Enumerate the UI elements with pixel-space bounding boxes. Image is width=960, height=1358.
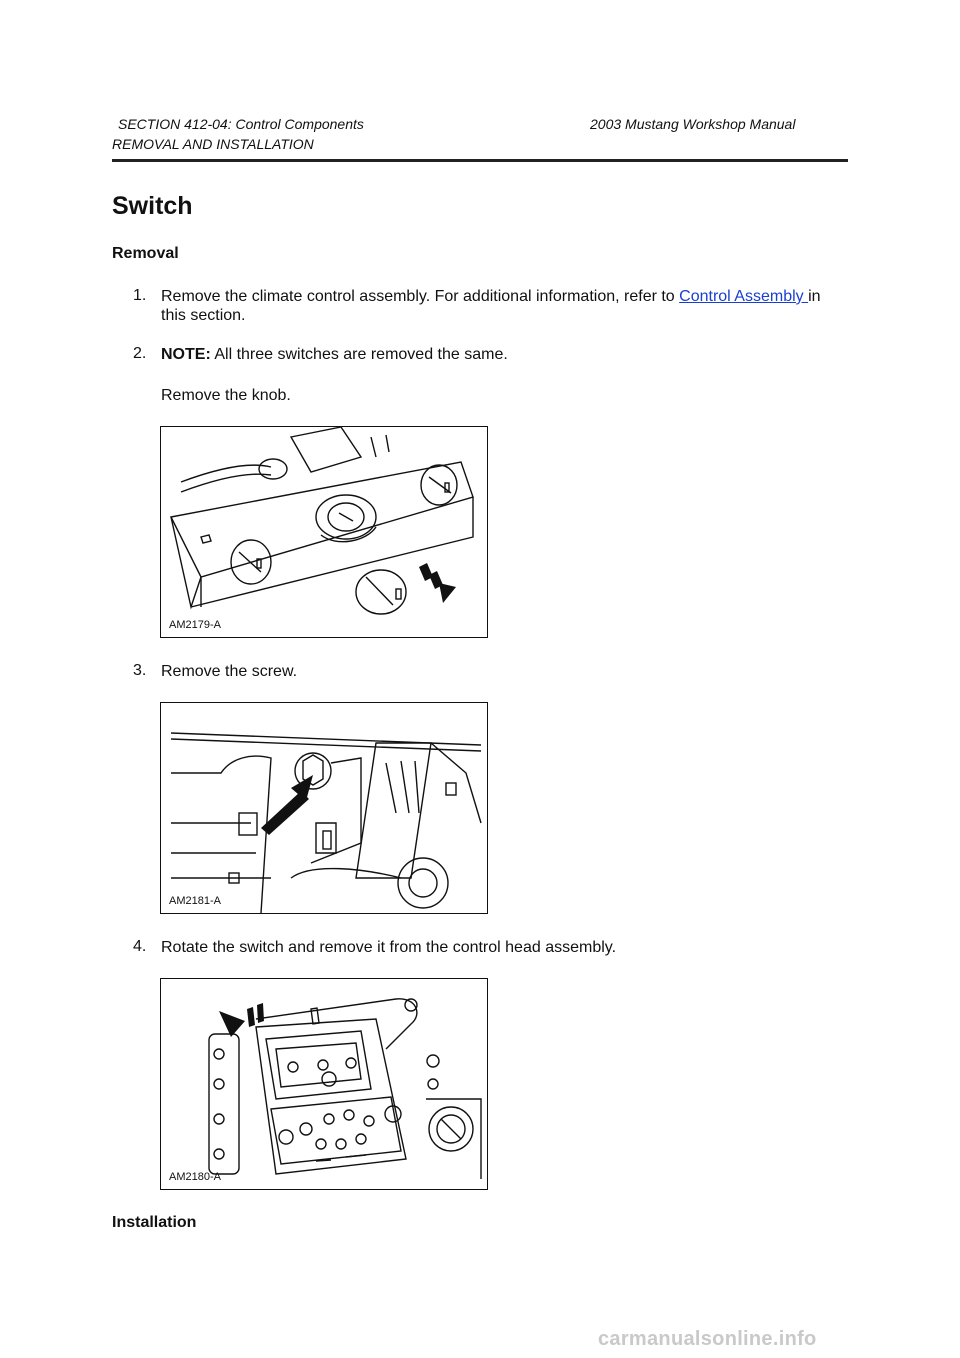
step-1-number: 1.: [133, 287, 147, 304]
screw-illustration: [161, 703, 487, 913]
step-1-text: [161, 287, 841, 325]
header-divider: [112, 159, 848, 162]
step-1-text-after: in this section.: [161, 288, 821, 324]
installation-heading: Installation: [112, 1214, 197, 1231]
figure-3-label: AM2180-A: [169, 1171, 221, 1183]
section-title: SECTION 412-04: Control Components: [118, 116, 364, 132]
knob-illustration: [161, 427, 487, 637]
removal-heading: Removal: [112, 245, 179, 262]
footer-watermark: carmanualsonline.info: [598, 1328, 817, 1350]
switch-illustration: [161, 979, 487, 1189]
step-3-text: Remove the screw.: [161, 663, 298, 680]
manual-title: 2003 Mustang Workshop Manual: [590, 116, 796, 132]
figure-switch-rotation: [160, 978, 488, 1190]
step-1-text-before: Remove the climate control assembly. For additional information, refer to: [161, 288, 680, 305]
step-4-text: Rotate the switch and remove it from the control head assembly.: [161, 939, 617, 956]
step-3-number: 3.: [133, 662, 147, 679]
page-title: Switch: [112, 192, 193, 220]
figure-knob-removal: [160, 426, 488, 638]
figure-screw-removal: [160, 702, 488, 914]
step-4-number: 4.: [133, 938, 147, 955]
step-2-note: [161, 345, 841, 364]
step-2-text: Remove the knob.: [161, 387, 291, 404]
note-label: NOTE:: [161, 346, 211, 363]
control-assembly-link[interactable]: Control Assembly: [679, 288, 809, 305]
note-text: All three switches are removed the same.: [210, 346, 508, 363]
figure-2-label: AM2181-A: [169, 895, 221, 907]
subsection-title: REMOVAL AND INSTALLATION: [112, 136, 314, 152]
figure-1-label: AM2179-A: [169, 619, 221, 631]
step-2-number: 2.: [133, 345, 147, 362]
